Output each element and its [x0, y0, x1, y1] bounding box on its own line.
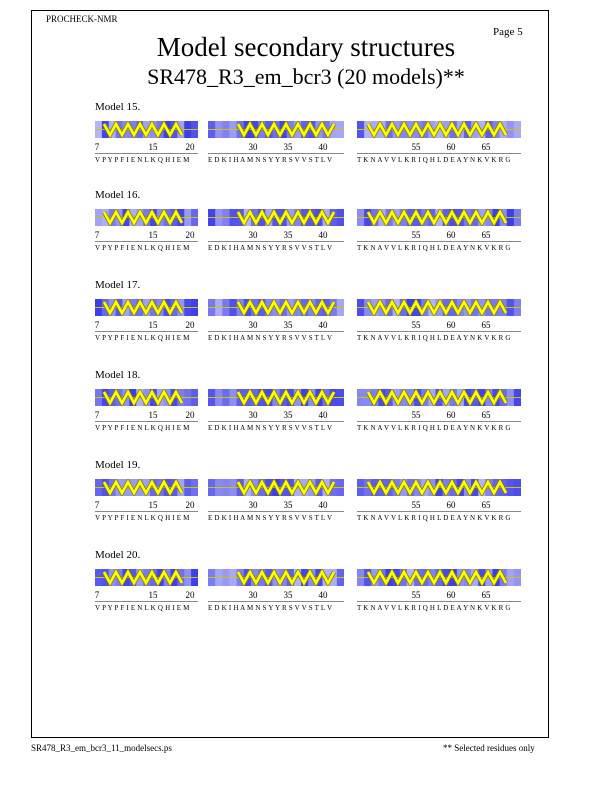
footer-note: ** Selected residues only — [443, 743, 535, 753]
sequence-rule — [95, 331, 198, 332]
model-label: Model 15. — [95, 101, 141, 113]
footer-filename: SR478_R3_em_bcr3_11_modelsecs.ps — [31, 743, 172, 753]
residue-tick-label: 65 — [481, 500, 491, 510]
residue-tick-label: 40 — [318, 410, 328, 420]
sequence-rule — [95, 241, 198, 242]
residue-sequence: V P Y P F I E N L K Q H I E M — [95, 604, 190, 612]
residue-tick-label: 60 — [446, 142, 456, 152]
residue-sequence: V P Y P F I E N L K Q H I E M — [95, 156, 190, 164]
residue-sequence: E D K I H A M N S Y Y R S V V S T L V — [208, 334, 333, 342]
page-title: Model secondary structures — [156, 32, 456, 62]
residue-sequence: T K N A V V L K R I Q H L D E A Y N K V K R G — [357, 156, 511, 164]
residue-tick-label: 30 — [248, 590, 258, 600]
residue-sequence: E D K I H A M N S Y Y R S V V S T L V — [208, 514, 333, 522]
residue-tick-label: 30 — [248, 230, 258, 240]
residue-tick-label: 15 — [148, 320, 158, 330]
residue-tick-label: 35 — [283, 230, 293, 240]
model-label: Model 16. — [95, 189, 141, 201]
residue-sequence: T K N A V V L K R I Q H L D E A Y N K V K R G — [357, 424, 511, 432]
sequence-rule — [357, 601, 521, 602]
sequence-rule — [208, 153, 344, 154]
residue-tick-label: 30 — [248, 320, 258, 330]
helix-plot — [357, 389, 521, 406]
residue-tick-label: 60 — [446, 230, 456, 240]
residue-tick-label: 20 — [185, 142, 195, 152]
residue-tick-label: 20 — [185, 410, 195, 420]
helix-plot — [95, 389, 198, 406]
residue-tick-label: 60 — [446, 410, 456, 420]
residue-tick-label: 7 — [94, 320, 100, 330]
model-label: Model 20. — [95, 549, 141, 561]
helix-plot — [208, 209, 344, 226]
residue-tick-label: 65 — [481, 590, 491, 600]
secondary-structure-bar — [95, 569, 198, 586]
helix-plot — [95, 121, 198, 138]
secondary-structure-bar — [357, 479, 521, 496]
helix-plot — [95, 479, 198, 496]
residue-tick-label: 55 — [411, 590, 421, 600]
helix-plot — [357, 209, 521, 226]
residue-tick-label: 7 — [94, 410, 100, 420]
residue-tick-label: 55 — [411, 500, 421, 510]
secondary-structure-bar — [95, 479, 198, 496]
residue-tick-label: 60 — [446, 590, 456, 600]
residue-tick-label: 30 — [248, 142, 258, 152]
sequence-rule — [95, 511, 198, 512]
residue-tick-label: 65 — [481, 410, 491, 420]
program-name: PROCHECK-NMR — [46, 14, 118, 24]
residue-sequence: E D K I H A M N S Y Y R S V V S T L V — [208, 604, 333, 612]
secondary-structure-bar — [95, 389, 198, 406]
residue-tick-label: 40 — [318, 230, 328, 240]
residue-sequence: T K N A V V L K R I Q H L D E A Y N K V K R G — [357, 514, 511, 522]
sequence-rule — [208, 241, 344, 242]
residue-tick-label: 7 — [94, 590, 100, 600]
secondary-structure-bar — [357, 389, 521, 406]
residue-tick-label: 55 — [411, 320, 421, 330]
residue-tick-label: 35 — [283, 142, 293, 152]
residue-tick-label: 55 — [411, 410, 421, 420]
sequence-rule — [208, 421, 344, 422]
helix-plot — [208, 121, 344, 138]
residue-tick-label: 65 — [481, 230, 491, 240]
residue-tick-label: 15 — [148, 410, 158, 420]
residue-tick-label: 15 — [148, 230, 158, 240]
residue-tick-label: 60 — [446, 320, 456, 330]
model-label: Model 17. — [95, 279, 141, 291]
secondary-structure-bar — [208, 569, 344, 586]
residue-sequence: T K N A V V L K R I Q H L D E A Y N K V K R G — [357, 244, 511, 252]
residue-tick-label: 65 — [481, 320, 491, 330]
secondary-structure-bar — [357, 569, 521, 586]
residue-tick-label: 55 — [411, 142, 421, 152]
secondary-structure-bar — [208, 121, 344, 138]
residue-tick-label: 15 — [148, 590, 158, 600]
sequence-rule — [357, 511, 521, 512]
sequence-rule — [357, 241, 521, 242]
model-label: Model 18. — [95, 369, 141, 381]
residue-sequence: V P Y P F I E N L K Q H I E M — [95, 424, 190, 432]
secondary-structure-bar — [208, 389, 344, 406]
residue-tick-label: 20 — [185, 590, 195, 600]
residue-tick-label: 40 — [318, 500, 328, 510]
sequence-rule — [95, 421, 198, 422]
helix-plot — [95, 209, 198, 226]
helix-plot — [208, 389, 344, 406]
helix-plot — [95, 569, 198, 586]
residue-tick-label: 40 — [318, 320, 328, 330]
helix-plot — [357, 569, 521, 586]
residue-tick-label: 35 — [283, 500, 293, 510]
residue-tick-label: 7 — [94, 142, 100, 152]
secondary-structure-bar — [357, 299, 521, 316]
helix-plot — [208, 479, 344, 496]
helix-plot — [208, 569, 344, 586]
residue-tick-label: 30 — [248, 410, 258, 420]
residue-sequence: V P Y P F I E N L K Q H I E M — [95, 244, 190, 252]
secondary-structure-bar — [357, 209, 521, 226]
residue-tick-label: 35 — [283, 590, 293, 600]
residue-tick-label: 30 — [248, 500, 258, 510]
residue-tick-label: 40 — [318, 142, 328, 152]
residue-sequence: V P Y P F I E N L K Q H I E M — [95, 334, 190, 342]
residue-tick-label: 20 — [185, 230, 195, 240]
sequence-rule — [357, 331, 521, 332]
residue-sequence: T K N A V V L K R I Q H L D E A Y N K V K R G — [357, 334, 511, 342]
residue-tick-label: 35 — [283, 320, 293, 330]
sequence-rule — [208, 511, 344, 512]
secondary-structure-bar — [95, 209, 198, 226]
residue-tick-label: 20 — [185, 320, 195, 330]
helix-plot — [95, 299, 198, 316]
residue-tick-label: 7 — [94, 230, 100, 240]
residue-tick-label: 55 — [411, 230, 421, 240]
residue-tick-label: 15 — [148, 500, 158, 510]
secondary-structure-bar — [208, 299, 344, 316]
sequence-rule — [208, 601, 344, 602]
page-subtitle: SR478_R3_em_bcr3 (20 models)** — [147, 64, 465, 89]
residue-tick-label: 40 — [318, 590, 328, 600]
residue-sequence: E D K I H A M N S Y Y R S V V S T L V — [208, 244, 333, 252]
residue-sequence: V P Y P F I E N L K Q H I E M — [95, 514, 190, 522]
sequence-rule — [95, 601, 198, 602]
secondary-structure-bar — [357, 121, 521, 138]
residue-tick-label: 15 — [148, 142, 158, 152]
secondary-structure-bar — [208, 479, 344, 496]
residue-tick-label: 60 — [446, 500, 456, 510]
residue-sequence: T K N A V V L K R I Q H L D E A Y N K V K R G — [357, 604, 511, 612]
residue-tick-label: 35 — [283, 410, 293, 420]
residue-sequence: E D K I H A M N S Y Y R S V V S T L V — [208, 156, 333, 164]
helix-plot — [357, 299, 521, 316]
residue-tick-label: 7 — [94, 500, 100, 510]
model-label: Model 19. — [95, 459, 141, 471]
residue-tick-label: 65 — [481, 142, 491, 152]
sequence-rule — [95, 153, 198, 154]
helix-plot — [208, 299, 344, 316]
sequence-rule — [208, 331, 344, 332]
residue-tick-label: 20 — [185, 500, 195, 510]
sequence-rule — [357, 153, 521, 154]
secondary-structure-bar — [208, 209, 344, 226]
secondary-structure-bar — [95, 121, 198, 138]
page-number: Page 5 — [493, 26, 523, 38]
sequence-rule — [357, 421, 521, 422]
secondary-structure-bar — [95, 299, 198, 316]
helix-plot — [357, 121, 521, 138]
residue-sequence: E D K I H A M N S Y Y R S V V S T L V — [208, 424, 333, 432]
helix-plot — [357, 479, 521, 496]
